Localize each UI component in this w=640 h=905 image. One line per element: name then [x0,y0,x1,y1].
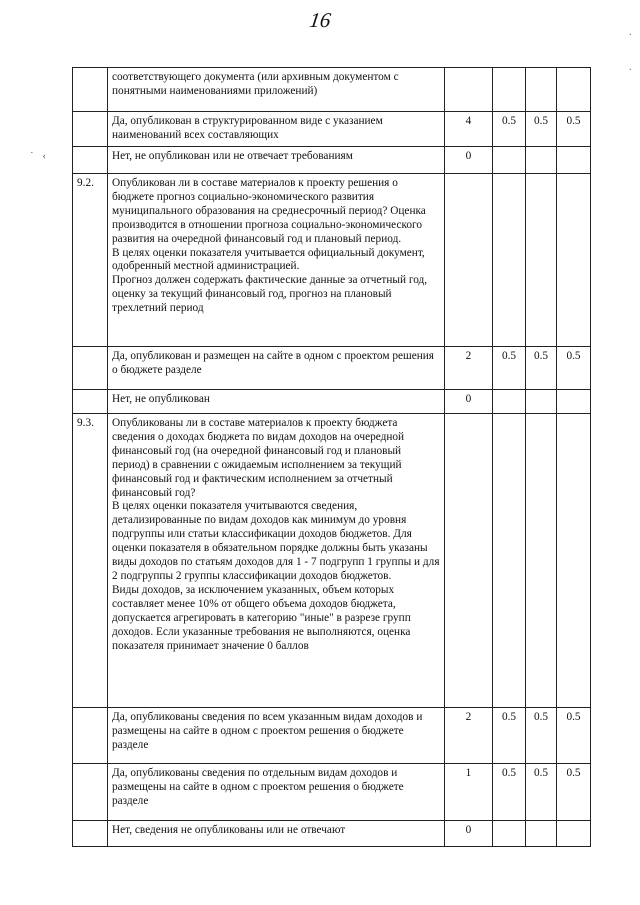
row-weight-2: 0.5 [526,112,557,147]
scan-speck: · [628,30,632,41]
row-score [445,414,493,708]
row-weight-1 [493,147,526,174]
row-number [73,708,108,764]
row-weight-1: 0.5 [493,708,526,764]
row-weight-2 [526,68,557,112]
row-text: Опубликованы ли в составе материалов к проекту бюджета сведения о доходах бюджета по видам доходов на очередной финансовый год (на очередной финансовый год и плановый период) в сравнении с ожидаемым исполнением за текущий финансовый год и фактическим исполнением за отчетный финансовый год? В целях оценки показателя учитываются сведения, детализированные по видам доходов как минимум до уровня подгруппы или статьи классификации доходов бюджетов. Для оценки показателя в обязательном порядке должны быть указаны виды доходов по статьям доходов для 1 - 7 подгрупп 1 группы и для 2 подгруппы 2 группы классификации доходов бюджетов. Виды доходов, за исключением указанных, объем которых составляет менее 10% от общего объема доходов бюджета, допускается агрегировать в категорию "иные" в разрезе групп доходов. Если указанные требования не выполняются, оценка показателя принимает значение 0 баллов [108,414,445,708]
row-number [73,147,108,174]
table-row [73,347,591,390]
row-weight-2 [526,390,557,414]
row-score: 0 [445,821,493,847]
row-text: Опубликован ли в составе материалов к проекту решения о бюджете прогноз социально-экономического развития муниципального образования на среднесрочный период? Оценка производится в отношении прогноза социально-экономического развития на очередной финансовый год и плановый период. В целях оценки показателя учитывается официальный документ, одобренный местной администрацией. Прогноз должен содержать фактические данные за отчетный год, оценку за текущий финансовый год, прогноз на плановый трехлетний период [108,174,445,347]
row-weight-2 [526,821,557,847]
page-number: 16 [307,8,333,32]
row-text: Нет, не опубликован или не отвечает требованиям [108,147,445,174]
row-weight-1 [493,821,526,847]
table-row [73,390,591,414]
row-weight-2: 0.5 [526,764,557,821]
row-weight-2: 0.5 [526,708,557,764]
criteria-table [72,67,591,847]
row-score: 2 [445,347,493,390]
row-weight-3: 0.5 [557,764,591,821]
table-row [73,174,591,347]
row-weight-3 [557,390,591,414]
row-weight-1 [493,174,526,347]
row-weight-1 [493,390,526,414]
row-weight-3: 0.5 [557,347,591,390]
row-number [73,821,108,847]
row-weight-1: 0.5 [493,112,526,147]
margin-mark: ˙ ‹ [30,150,50,162]
row-weight-3: 0.5 [557,708,591,764]
row-text: Да, опубликованы сведения по отдельным видам доходов и размещены на сайте в одном с проектом решения о бюджете разделе [108,764,445,821]
row-weight-3 [557,821,591,847]
table-row [73,147,591,174]
row-score [445,174,493,347]
scan-speck: · [628,65,632,76]
row-weight-2 [526,174,557,347]
row-text: соответствующего документа (или архивным документом с понятными наименованиями приложений) [108,68,445,112]
row-score: 2 [445,708,493,764]
row-number [73,68,108,112]
row-weight-1 [493,68,526,112]
table-row [73,414,591,708]
row-number [73,112,108,147]
row-weight-3 [557,147,591,174]
table-row [73,68,591,112]
row-number [73,347,108,390]
row-number [73,390,108,414]
row-weight-1: 0.5 [493,764,526,821]
row-weight-1: 0.5 [493,347,526,390]
row-weight-1 [493,414,526,708]
row-weight-2: 0.5 [526,347,557,390]
table-row [73,764,591,821]
row-text: Да, опубликованы сведения по всем указанным видам доходов и размещены на сайте в одном с проектом решения о бюджете разделе [108,708,445,764]
row-weight-3: 0.5 [557,112,591,147]
row-weight-2 [526,414,557,708]
row-score: 0 [445,147,493,174]
row-number: 9.2. [73,174,108,347]
row-text: Да, опубликован и размещен на сайте в одном с проектом решения о бюджете разделе [108,347,445,390]
row-weight-3 [557,414,591,708]
row-text: Да, опубликован в структурированном виде с указанием наименований всех составляющих [108,112,445,147]
row-weight-3 [557,174,591,347]
table-row [73,708,591,764]
row-score: 4 [445,112,493,147]
row-text: Нет, не опубликован [108,390,445,414]
row-weight-3 [557,68,591,112]
row-score [445,68,493,112]
row-text: Нет, сведения не опубликованы или не отвечают [108,821,445,847]
row-weight-2 [526,147,557,174]
row-score: 0 [445,390,493,414]
row-score: 1 [445,764,493,821]
row-number: 9.3. [73,414,108,708]
row-number [73,764,108,821]
table-row [73,112,591,147]
table-row [73,821,591,847]
